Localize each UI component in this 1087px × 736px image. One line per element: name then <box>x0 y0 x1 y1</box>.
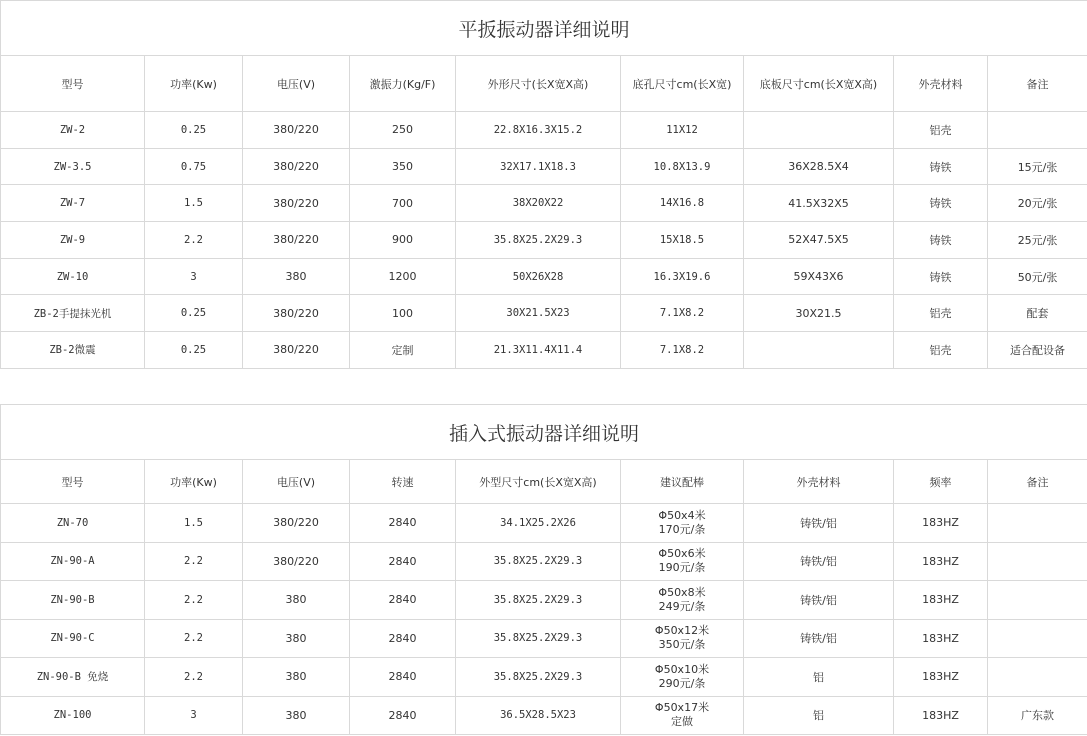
insert-table-cell: 380 <box>243 658 350 697</box>
flat-header-cell: 备注 <box>988 56 1087 112</box>
flat-table-cell: 14X16.8 <box>621 185 744 222</box>
insert-rod-cell <box>621 504 744 543</box>
flat-table-row <box>1 295 1087 332</box>
insert-table-cell: 183HZ <box>894 542 988 581</box>
insert-rod-cell <box>621 619 744 658</box>
insert-table-cell: 1.5 <box>145 504 243 543</box>
insert-table-cell <box>988 542 1087 581</box>
insert-table-cell: ZN-90-B 免烧 <box>1 658 145 697</box>
flat-table-cell: 铝壳 <box>894 295 988 332</box>
insert-table-cell: 183HZ <box>894 504 988 543</box>
flat-table-cell: 配套 <box>988 295 1087 332</box>
insert-table-cell: 380 <box>243 581 350 620</box>
rod-spec: Φ50x10米 <box>654 662 710 676</box>
rod-spec: Φ50x17米 <box>654 701 710 715</box>
insert-table-cell: 380 <box>243 619 350 658</box>
flat-table-cell: 1200 <box>350 258 456 295</box>
insert-table-cell: 铸铁/铝 <box>744 581 894 620</box>
insert-header-cell: 频率 <box>894 460 988 504</box>
rod-spec: Φ50x6米 <box>658 547 706 561</box>
flat-table-cell: ZB-2微震 <box>1 332 145 369</box>
flat-table-cell: 铝壳 <box>894 112 988 149</box>
flat-table-title: 平扳振动器详细说明 <box>1 1 1087 56</box>
insert-table-cell: 35.8X25.2X29.3 <box>456 658 621 697</box>
flat-table-cell: 900 <box>350 222 456 259</box>
flat-table-cell: ZW-9 <box>1 222 145 259</box>
flat-table-cell: ZB-2手提抹光机 <box>1 295 145 332</box>
insert-header-cell: 建议配棒 <box>621 460 744 504</box>
insert-table-cell: 183HZ <box>894 696 988 735</box>
flat-table-cell: 7.1X8.2 <box>621 332 744 369</box>
rod-price: 290元/条 <box>658 676 706 690</box>
flat-table-cell: 7.1X8.2 <box>621 295 744 332</box>
flat-table-cell: 0.75 <box>145 148 243 185</box>
insert-vibrator-table <box>0 404 1087 735</box>
insert-table-row <box>1 542 1087 581</box>
flat-table-cell: 铸铁 <box>894 148 988 185</box>
flat-table-cell: 3 <box>145 258 243 295</box>
flat-header-cell: 功率(Kw) <box>145 56 243 112</box>
insert-rod-cell <box>621 696 744 735</box>
insert-table-cell: 广东款 <box>988 696 1087 735</box>
flat-table-row <box>1 222 1087 259</box>
flat-table-cell: 铸铁 <box>894 258 988 295</box>
insert-table-cell <box>988 504 1087 543</box>
insert-table-cell: 183HZ <box>894 619 988 658</box>
flat-table-cell: 30X21.5X23 <box>456 295 621 332</box>
rod-spec: Φ50x8米 <box>658 585 706 599</box>
flat-table-cell: 52X47.5X5 <box>744 222 894 259</box>
flat-table-cell: 20元/张 <box>988 185 1087 222</box>
flat-table-cell: 11X12 <box>621 112 744 149</box>
flat-table-cell: 铸铁 <box>894 185 988 222</box>
flat-table-cell: 38X20X22 <box>456 185 621 222</box>
flat-header-cell: 底孔尺寸cm(长X宽) <box>621 56 744 112</box>
insert-table-cell: 34.1X25.2X26 <box>456 504 621 543</box>
insert-table-row <box>1 619 1087 658</box>
flat-table-cell: 1.5 <box>145 185 243 222</box>
rod-price: 定做 <box>671 715 693 729</box>
insert-rod-cell <box>621 581 744 620</box>
insert-table-cell: ZN-90-B <box>1 581 145 620</box>
insert-table-cell: 2840 <box>350 542 456 581</box>
flat-header-row <box>1 56 1087 112</box>
insert-table-row <box>1 696 1087 735</box>
flat-table-cell: 铝壳 <box>894 332 988 369</box>
insert-table-cell: 铸铁/铝 <box>744 619 894 658</box>
insert-table-row <box>1 658 1087 697</box>
insert-table-cell <box>988 581 1087 620</box>
insert-header-row <box>1 460 1087 504</box>
insert-table-cell: 2.2 <box>145 658 243 697</box>
insert-table-cell: 36.5X28.5X23 <box>456 696 621 735</box>
insert-table-cell: 2.2 <box>145 581 243 620</box>
insert-header-cell: 外壳材料 <box>744 460 894 504</box>
rod-price: 249元/条 <box>658 599 706 613</box>
flat-table-cell: 铸铁 <box>894 222 988 259</box>
flat-table-row <box>1 148 1087 185</box>
insert-table-cell: 铸铁/铝 <box>744 504 894 543</box>
insert-table-cell: 2.2 <box>145 542 243 581</box>
flat-table-cell: 380 <box>243 258 350 295</box>
flat-table-row <box>1 332 1087 369</box>
flat-table-row <box>1 185 1087 222</box>
flat-table-cell: 59X43X6 <box>744 258 894 295</box>
flat-header-cell: 电压(V) <box>243 56 350 112</box>
flat-table-cell: 250 <box>350 112 456 149</box>
flat-table-row <box>1 112 1087 149</box>
rod-spec: Φ50x4米 <box>658 508 706 522</box>
flat-table-cell: 380/220 <box>243 222 350 259</box>
insert-table-cell: 铝 <box>744 696 894 735</box>
flat-table-cell: 380/220 <box>243 185 350 222</box>
flat-table-cell: 32X17.1X18.3 <box>456 148 621 185</box>
insert-header-cell: 电压(V) <box>243 460 350 504</box>
rod-price: 170元/条 <box>658 522 706 536</box>
insert-table-cell: 183HZ <box>894 658 988 697</box>
insert-table-cell: 铸铁/铝 <box>744 542 894 581</box>
flat-table-cell: 50X26X28 <box>456 258 621 295</box>
insert-table-row <box>1 504 1087 543</box>
insert-table-cell <box>988 658 1087 697</box>
flat-table-cell: 16.3X19.6 <box>621 258 744 295</box>
insert-header-cell: 转速 <box>350 460 456 504</box>
flat-table-cell: 22.8X16.3X15.2 <box>456 112 621 149</box>
insert-table-cell <box>988 619 1087 658</box>
insert-header-cell: 备注 <box>988 460 1087 504</box>
flat-table-cell: 0.25 <box>145 112 243 149</box>
flat-header-cell: 型号 <box>1 56 145 112</box>
flat-table-cell: 25元/张 <box>988 222 1087 259</box>
flat-table-cell: 35.8X25.2X29.3 <box>456 222 621 259</box>
insert-header-cell: 外型尺寸cm(长X宽X高) <box>456 460 621 504</box>
flat-table-cell: 380/220 <box>243 148 350 185</box>
flat-table-cell: 0.25 <box>145 295 243 332</box>
flat-table-cell: ZW-10 <box>1 258 145 295</box>
flat-header-cell: 外壳材料 <box>894 56 988 112</box>
flat-table-row <box>1 258 1087 295</box>
flat-table-cell: 36X28.5X4 <box>744 148 894 185</box>
insert-table-cell: 35.8X25.2X29.3 <box>456 542 621 581</box>
insert-table-cell: 380 <box>243 696 350 735</box>
rod-price: 190元/条 <box>658 561 706 575</box>
insert-table-cell: 380/220 <box>243 542 350 581</box>
insert-table-cell: 2.2 <box>145 619 243 658</box>
insert-rod-cell <box>621 542 744 581</box>
insert-table-cell: ZN-70 <box>1 504 145 543</box>
flat-table-cell: 15X18.5 <box>621 222 744 259</box>
flat-table-cell: 15元/张 <box>988 148 1087 185</box>
insert-table-cell: 2840 <box>350 658 456 697</box>
insert-table-row <box>1 581 1087 620</box>
insert-rod-cell <box>621 658 744 697</box>
flat-table-cell: 380/220 <box>243 295 350 332</box>
flat-header-cell: 激振力(Kg/F) <box>350 56 456 112</box>
flat-table-cell: 定制 <box>350 332 456 369</box>
insert-table-cell: 35.8X25.2X29.3 <box>456 581 621 620</box>
insert-table-cell: 380/220 <box>243 504 350 543</box>
flat-table-cell: 50元/张 <box>988 258 1087 295</box>
flat-table-cell: 350 <box>350 148 456 185</box>
flat-table-cell: 41.5X32X5 <box>744 185 894 222</box>
insert-table-cell: ZN-90-A <box>1 542 145 581</box>
flat-table-cell: 适合配设备 <box>988 332 1087 369</box>
flat-table-cell: 0.25 <box>145 332 243 369</box>
insert-header-cell: 型号 <box>1 460 145 504</box>
insert-table-cell: 2840 <box>350 696 456 735</box>
insert-table-title: 插入式振动器详细说明 <box>1 405 1087 460</box>
flat-table-cell: ZW-3.5 <box>1 148 145 185</box>
flat-table-cell: 2.2 <box>145 222 243 259</box>
insert-table-cell: 183HZ <box>894 581 988 620</box>
insert-table-cell: 铝 <box>744 658 894 697</box>
flat-table-cell <box>988 112 1087 149</box>
flat-table-cell: 10.8X13.9 <box>621 148 744 185</box>
flat-table-cell: 380/220 <box>243 112 350 149</box>
rod-spec: Φ50x12米 <box>654 624 710 638</box>
insert-header-cell: 功率(Kw) <box>145 460 243 504</box>
flat-header-cell: 外形尺寸(长X宽X高) <box>456 56 621 112</box>
flat-table-cell: 30X21.5 <box>744 295 894 332</box>
insert-table-cell: 2840 <box>350 619 456 658</box>
insert-table-cell: 35.8X25.2X29.3 <box>456 619 621 658</box>
flat-table-cell: 100 <box>350 295 456 332</box>
insert-table-cell: ZN-90-C <box>1 619 145 658</box>
flat-table-cell: ZW-7 <box>1 185 145 222</box>
flat-table-cell <box>744 112 894 149</box>
flat-table-cell: 21.3X11.4X11.4 <box>456 332 621 369</box>
flat-table-cell: 380/220 <box>243 332 350 369</box>
insert-table-cell: 3 <box>145 696 243 735</box>
flat-table-cell <box>744 332 894 369</box>
flat-table-cell: 700 <box>350 185 456 222</box>
flat-header-cell: 底板尺寸cm(长X宽X高) <box>744 56 894 112</box>
insert-table-cell: 2840 <box>350 581 456 620</box>
insert-table-cell: 2840 <box>350 504 456 543</box>
flat-table-cell: ZW-2 <box>1 112 145 149</box>
insert-table-cell: ZN-100 <box>1 696 145 735</box>
rod-price: 350元/条 <box>658 638 706 652</box>
